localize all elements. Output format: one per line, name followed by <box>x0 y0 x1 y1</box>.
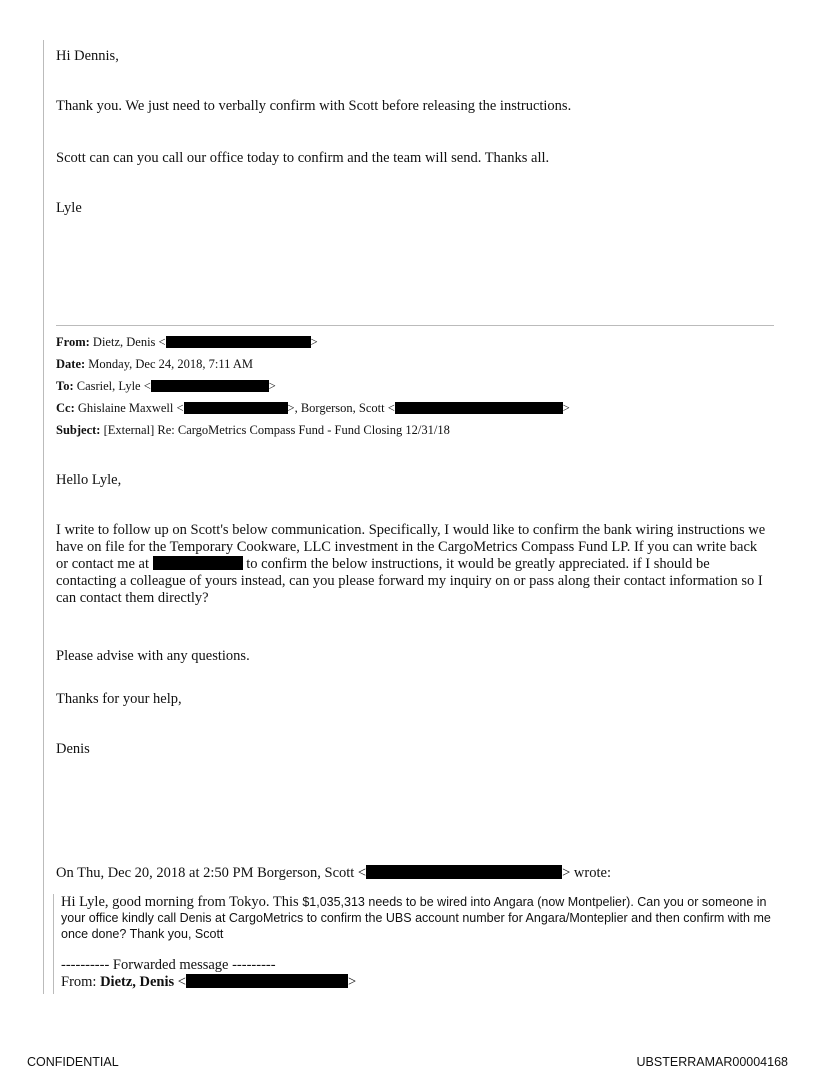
forwarded-from-name: Dietz, Denis <box>100 974 175 990</box>
redaction-block <box>366 865 562 879</box>
footer-confidential: CONFIDENTIAL <box>27 1055 119 1069</box>
message-advise: Please advise with any questions. <box>56 648 250 664</box>
date-label: Date: <box>56 357 86 371</box>
redaction-block <box>153 556 243 570</box>
message-thanks: Thanks for your help, <box>56 691 182 707</box>
reply-paragraph-2: Scott can can you call our office today to confirm and the team will send. Thanks all. <box>56 150 550 166</box>
cc-name-2: >, Borgerson, Scott < <box>287 401 395 415</box>
quoted-body-serif: Hi Lyle, good morning from Tokyo. This <box>61 894 303 910</box>
date-value: Monday, Dec 24, 2018, 7:11 AM <box>88 357 253 371</box>
to-name: Casriel, Lyle < <box>76 379 151 393</box>
forwarded-from-label: From: <box>61 974 101 990</box>
header-to <box>56 379 276 393</box>
cc-close: > <box>562 401 570 415</box>
message-paragraph <box>56 522 772 607</box>
forwarded-from <box>61 974 356 991</box>
email-thread <box>43 40 774 994</box>
header-subject <box>56 423 450 437</box>
reply-greeting: Hi Dennis, <box>56 48 119 64</box>
quoted-intro-prefix: On Thu, Dec 20, 2018 at 2:50 PM Borgerson, Scott < <box>56 865 367 881</box>
header-divider <box>56 325 774 326</box>
redaction-block <box>395 402 563 414</box>
cc-name-1: Ghislaine Maxwell < <box>77 401 184 415</box>
forwarded-from-close: > <box>347 974 357 990</box>
redaction-block <box>166 336 311 348</box>
redaction-block <box>186 974 348 988</box>
to-close: > <box>268 379 276 393</box>
from-name: Dietz, Denis < <box>92 335 166 349</box>
cc-label: Cc: <box>56 401 75 415</box>
reply-paragraph-1: Thank you. We just need to verbally confirm with Scott before releasing the instructions. <box>56 98 572 114</box>
to-label: To: <box>56 379 74 393</box>
header-cc <box>56 401 570 415</box>
redaction-block <box>184 402 288 414</box>
quoted-body <box>61 894 771 942</box>
quoted-message <box>53 894 771 994</box>
header-date <box>56 357 253 371</box>
message-paragraph-part1: I write to follow up on Scott's below communication. Specifically, I would like to confirm the bank wiring instructions we have on file for the Temporary Cookware, LLC investment in the CargoMetrics Compass Fund LP. If you can write back or contact me at <box>56 522 766 572</box>
reply-signature: Lyle <box>56 200 82 216</box>
subject-value: [External] Re: CargoMetrics Compass Fund - Fund Closing 12/31/18 <box>103 423 450 437</box>
header-from <box>56 335 318 349</box>
quoted-intro-suffix: > wrote: <box>562 865 611 881</box>
quoted-body-sans: $1,035,313 needs to be wired into Angara (now Montpelier). Can you or someone in your office kindly call Denis at CargoMetrics to confirm the UBS account number for Angara/Monteplier and then confirm with me once done? Thank you, Scott <box>61 895 771 941</box>
from-label: From: <box>56 335 90 349</box>
forwarded-divider: ---------- Forwarded message --------- <box>61 957 276 973</box>
message-greeting: Hello Lyle, <box>56 472 122 488</box>
redaction-block <box>151 380 269 392</box>
message-signature: Denis <box>56 741 90 757</box>
forwarded-from-bracket: < <box>174 974 186 990</box>
subject-label: Subject: <box>56 423 101 437</box>
footer-bates-number: UBSTERRAMAR00004168 <box>636 1055 788 1069</box>
quoted-intro <box>56 865 611 882</box>
from-close: > <box>310 335 318 349</box>
message-paragraph-part2: to confirm the below instructions, it would be greatly appreciated. if I should be contacting a colleague of yours instead, can you please forward my inquiry on or pass along their contact information so I can contact them directly? <box>56 556 763 606</box>
